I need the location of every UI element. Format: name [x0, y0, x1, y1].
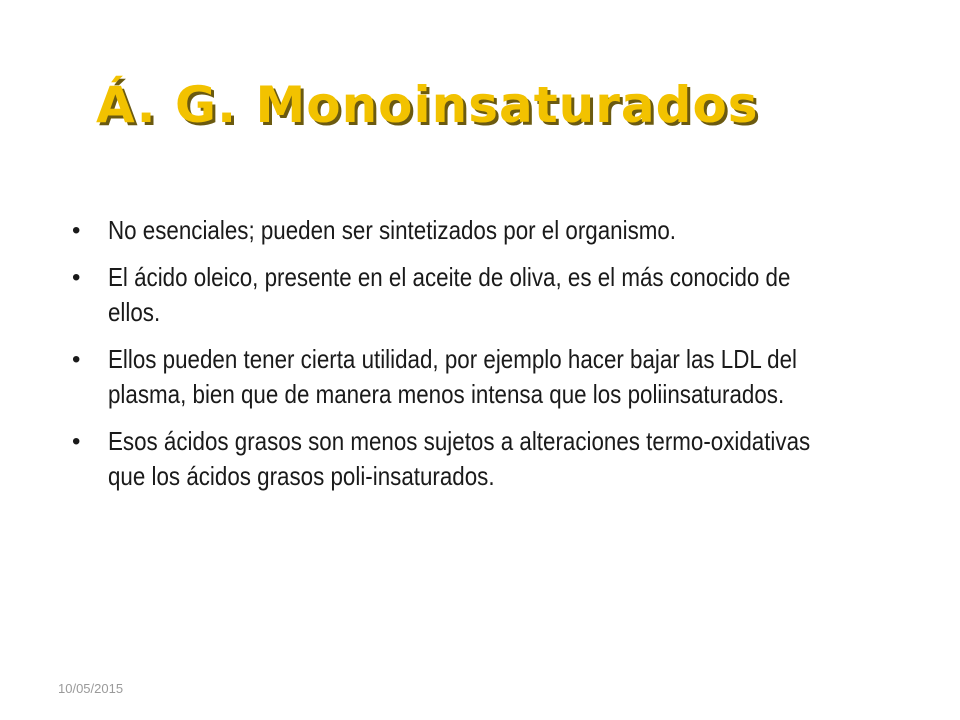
bullet-list [72, 213, 862, 506]
bullet-item [72, 260, 862, 330]
bullet-text: Esos ácidos grasos son menos sujetos a alteraciones termo-oxidativas que los ácidos grasos poli-insaturados. [108, 426, 811, 491]
bullet-item [72, 342, 862, 412]
bullet-marker-icon: • [72, 346, 81, 373]
slide-title: Á. G. Monoinsaturados [96, 76, 759, 134]
slide-date: 10/05/2015 [58, 681, 124, 696]
bullet-item [72, 213, 862, 248]
bullet-marker-icon: • [72, 264, 81, 291]
bullet-text: No esenciales; pueden ser sintetizados por el organismo. [108, 215, 677, 245]
bullet-marker-icon: • [72, 428, 81, 455]
bullet-item [72, 424, 862, 494]
bullet-marker-icon: • [72, 217, 81, 244]
bullet-text: Ellos pueden tener cierta utilidad, por ejemplo hacer bajar las LDL del plasma, bien que de manera menos intensa que los poliinsaturados. [108, 344, 798, 409]
bullet-text: El ácido oleico, presente en el aceite de oliva, es el más conocido de ellos. [108, 262, 791, 327]
